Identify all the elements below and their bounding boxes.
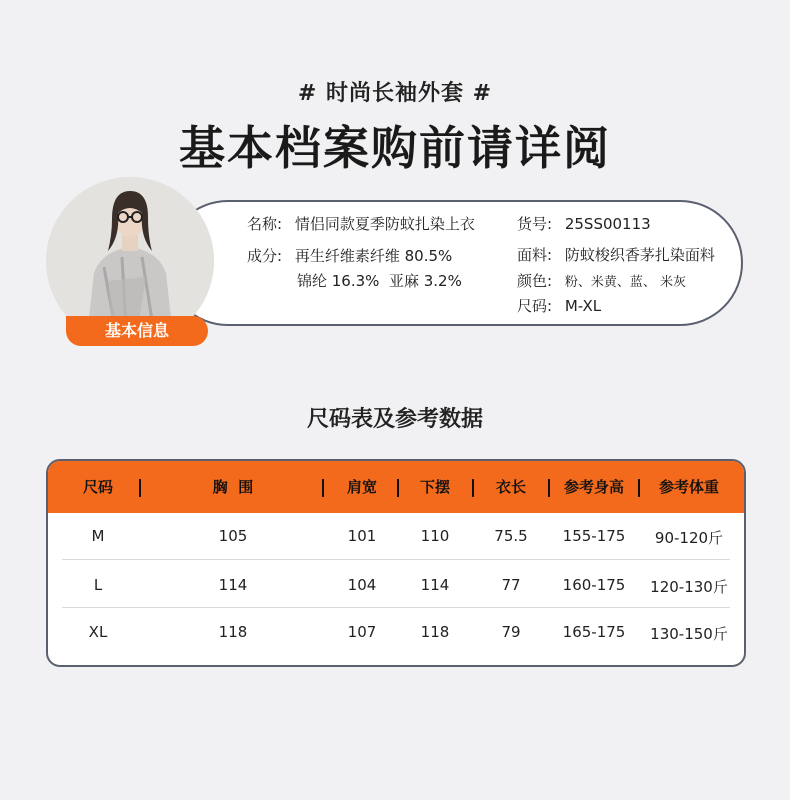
- cell-height: 155-175: [562, 527, 626, 545]
- header-divider: [548, 479, 550, 497]
- header-chest: 胸 围: [212, 478, 254, 496]
- cell-shoulder: 107: [347, 623, 377, 641]
- header-shoulder: 肩宽: [346, 478, 377, 496]
- cell-weight: 90-120斤: [654, 529, 724, 547]
- composition-line1: 再生纤维素纤维 80.5%: [294, 247, 453, 265]
- composition-label: 成分:: [247, 247, 283, 265]
- header-length: 衣长: [495, 478, 526, 496]
- cell-length: 77: [501, 576, 521, 594]
- cell-size: XL: [88, 623, 108, 641]
- size-value: M-XL: [564, 297, 602, 315]
- cell-hem: 114: [420, 576, 450, 594]
- header-divider: [397, 479, 399, 497]
- name-label: 名称:: [247, 215, 283, 233]
- sku-label: 货号:: [517, 215, 553, 233]
- cell-size: M: [91, 527, 105, 545]
- cell-length: 79: [501, 623, 521, 641]
- header-size: 尺码: [82, 478, 113, 496]
- name-value: 情侣同款夏季防蚊扎染上衣: [294, 215, 475, 233]
- cell-weight: 130-150斤: [650, 625, 728, 643]
- row-divider: [62, 607, 730, 608]
- header-divider: [322, 479, 324, 497]
- cell-chest: 105: [218, 527, 248, 545]
- color-value: 粉、米黄、蓝、 米灰: [564, 275, 686, 290]
- cell-height: 160-175: [562, 576, 626, 594]
- cell-chest: 118: [218, 623, 248, 641]
- sku-value: 25SS00113: [564, 215, 651, 233]
- cell-hem: 118: [420, 623, 450, 641]
- cell-height: 165-175: [562, 623, 626, 641]
- fabric-label: 面料:: [517, 246, 553, 264]
- row-divider: [62, 559, 730, 560]
- size-label: 尺码:: [517, 297, 553, 315]
- size-table: [46, 459, 746, 667]
- cell-length: 75.5: [494, 527, 528, 545]
- fabric-value: 防蚊梭织香茅扎染面料: [564, 246, 715, 264]
- cell-weight: 120-130斤: [650, 578, 728, 596]
- header-height: 参考身高: [563, 478, 624, 496]
- header-divider: [638, 479, 640, 497]
- color-label: 颜色:: [517, 272, 553, 290]
- size-table-title: 尺码表及参考数据: [306, 407, 483, 432]
- tagline: # 时尚长袖外套 #: [297, 81, 493, 106]
- composition-line2: 锦纶 16.3% 亚麻 3.2%: [297, 272, 462, 290]
- cell-shoulder: 104: [347, 576, 377, 594]
- basic-info-badge: 基本信息: [66, 316, 208, 346]
- cell-hem: 110: [420, 527, 450, 545]
- cell-size: L: [93, 576, 103, 594]
- page-title: 基本档案购前请详阅: [179, 121, 611, 175]
- cell-shoulder: 101: [347, 527, 377, 545]
- header-divider: [139, 479, 141, 497]
- header-hem: 下摆: [419, 478, 450, 496]
- cell-chest: 114: [218, 576, 248, 594]
- table-header: [48, 461, 744, 513]
- header-weight: 参考体重: [658, 478, 719, 496]
